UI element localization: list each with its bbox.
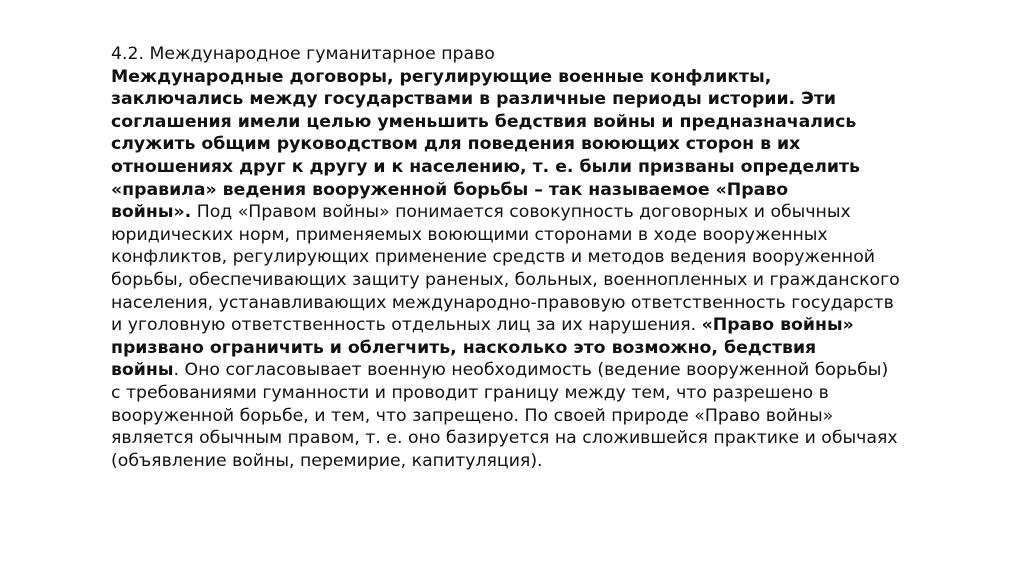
bold-text-segment: заключались между государствами в различные периоды истории. Эти — [111, 89, 836, 110]
text-line — [111, 133, 991, 156]
text-line — [111, 156, 991, 179]
bold-text-segment: призвано ограничить и облегчить, насколько это возможно, бедствия — [111, 337, 817, 358]
text-line — [111, 314, 991, 337]
text-line — [111, 269, 991, 292]
section-heading: 4.2. Международное гуманитарное право — [111, 44, 495, 64]
text-line — [111, 224, 991, 247]
bold-text-segment: войны». — [111, 202, 192, 223]
text-segment: с требованиями гуманности и проводит границу между тем, что разрешено в — [111, 382, 829, 403]
text-line — [111, 359, 991, 382]
text-line — [111, 337, 991, 360]
text-line — [111, 179, 991, 202]
text-segment: Под «Правом войны» понимается совокупность договорных и обычных — [191, 202, 851, 223]
bold-text-segment: «Право войны» — [701, 315, 854, 336]
text-line — [111, 382, 991, 405]
bold-text-segment: соглашения имели целью уменьшить бедствия войны и предназначались — [111, 111, 857, 132]
text-line — [111, 201, 991, 224]
text-line — [111, 427, 991, 450]
bold-text-segment: войны — [111, 360, 174, 381]
text-line — [111, 66, 991, 89]
bold-text-segment: служить общим руководством для поведения воюющих сторон в их — [111, 134, 801, 155]
text-block — [111, 43, 991, 472]
text-segment: является обычным правом, т. е. оно базируется на сложившейся практике и обычаях — [111, 428, 898, 449]
bold-text-segment: Международные договоры, регулирующие военные конфликты, — [111, 66, 772, 87]
bold-text-segment: отношениях друг к другу и к населению, т. е. были призваны определить — [111, 156, 860, 177]
text-segment: . Оно согласовывает военную необходимость (ведение вооруженной борьбы) — [173, 360, 889, 381]
bold-text-segment: «правила» ведения вооруженной борьбы – так называемое «Право — [111, 179, 789, 200]
text-line — [111, 292, 991, 315]
text-segment: юридических норм, применяемых воюющими сторонами в ходе вооруженных — [111, 224, 828, 245]
text-line — [111, 88, 991, 111]
text-line — [111, 450, 991, 473]
text-line — [111, 405, 991, 428]
text-segment: конфликтов, регулирующих применение средств и методов ведения вооруженной — [111, 247, 875, 268]
text-segment: борьбы, обеспечивающих защиту раненых, больных, военнопленных и гражданского — [111, 269, 900, 290]
text-segment: (объявление войны, перемирие, капитуляция). — [111, 450, 543, 471]
text-segment: вооруженной борьбе, и тем, что запрещено. По своей природе «Право войны» — [111, 405, 834, 426]
text-segment: и уголовную ответственность отдельных лиц за их нарушения. — [111, 315, 702, 336]
paragraph — [111, 66, 991, 473]
text-line — [111, 246, 991, 269]
text-segment: населения, устанавливающих международно-правовую ответственность государств — [111, 292, 894, 313]
text-line — [111, 111, 991, 134]
